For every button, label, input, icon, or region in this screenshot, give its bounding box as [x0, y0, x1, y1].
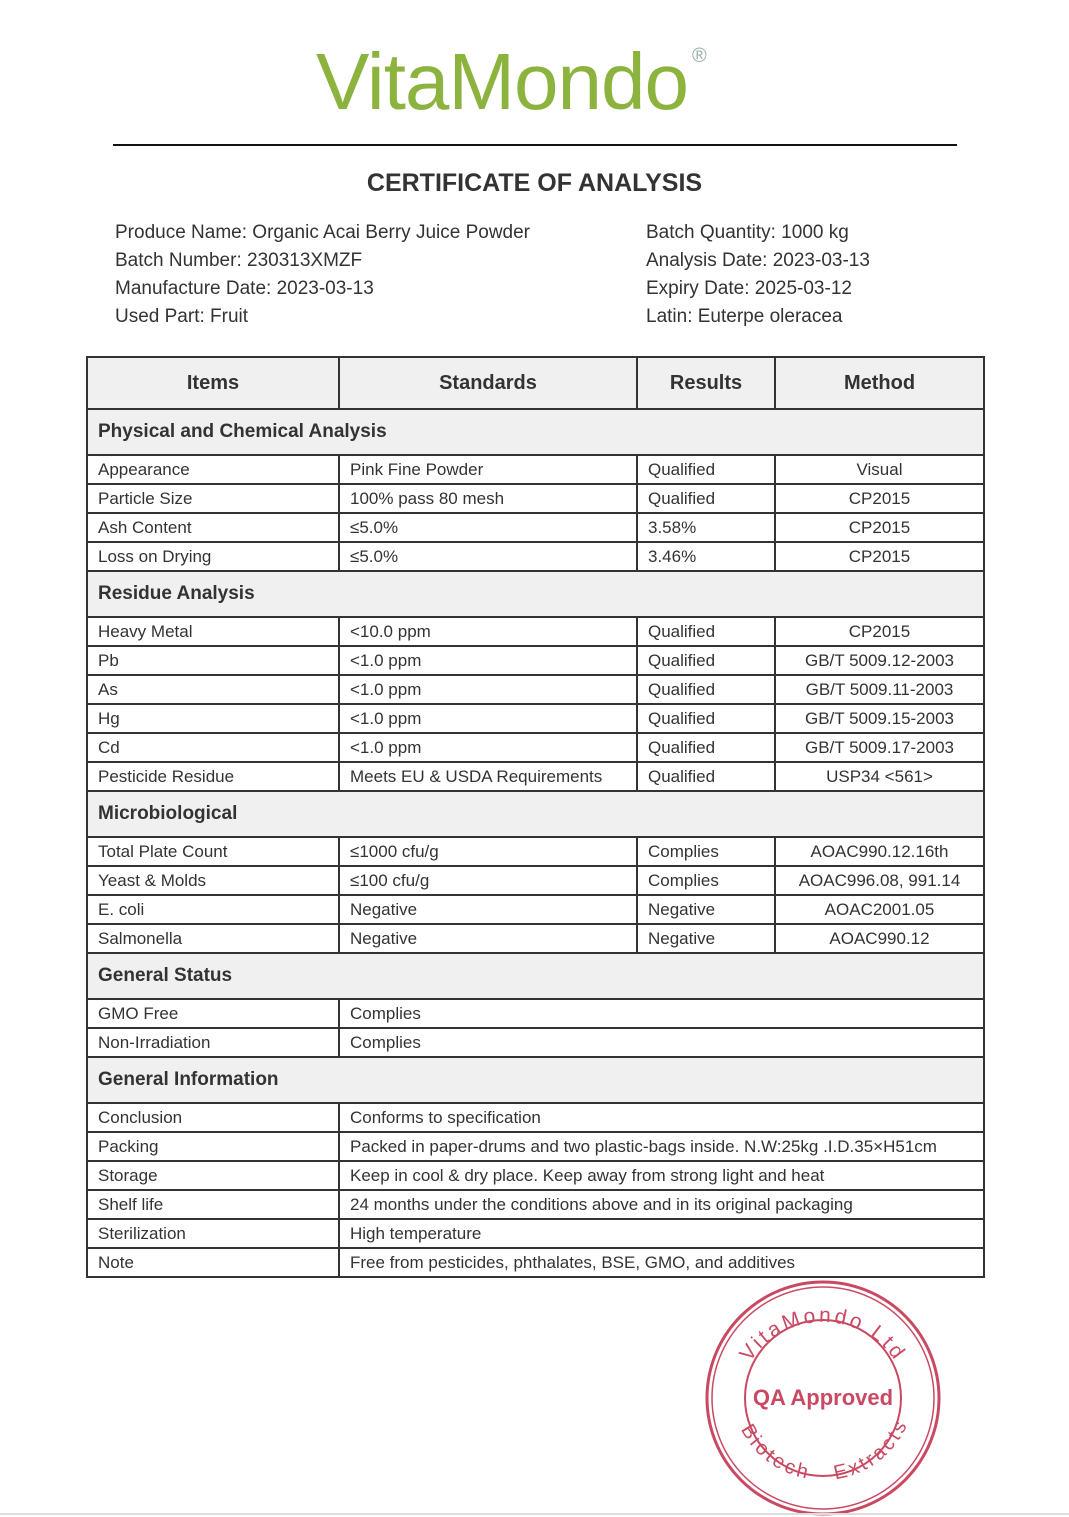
cell-method: CP2015 [775, 542, 984, 571]
cell-result: Qualified [637, 675, 775, 704]
stamp-center-text: QA Approved [752, 1385, 894, 1410]
cell-item: Salmonella [87, 924, 339, 953]
cell-result: Complies [637, 837, 775, 866]
cell-method: CP2015 [775, 513, 984, 542]
cell-item: Cd [87, 733, 339, 762]
header-items: Items [87, 357, 339, 409]
cell-standard: ≤5.0% [339, 542, 637, 571]
cell-standard: Meets EU & USDA Requirements [339, 762, 637, 791]
cell-item: Sterilization [87, 1219, 339, 1248]
header-method: Method [775, 357, 984, 409]
table-row [87, 1219, 984, 1248]
cell-standard: 24 months under the conditions above and in its original packaging [339, 1190, 984, 1219]
table-header-row [87, 357, 984, 409]
cell-standard: Packed in paper-drums and two plastic-bags inside. N.W:25kg .I.D.35×H51cm [339, 1132, 984, 1161]
manufacture-date: Manufacture Date: 2023-03-13 [115, 278, 374, 299]
section-title: Physical and Chemical Analysis [87, 409, 984, 455]
cell-result: 3.58% [637, 513, 775, 542]
cell-standard: ≤5.0% [339, 513, 637, 542]
table-row [87, 484, 984, 513]
batch-quantity: Batch Quantity: 1000 kg [646, 222, 849, 243]
header-divider [113, 144, 957, 146]
section-title: General Status [87, 953, 984, 999]
batch-number: Batch Number: 230313XMZF [115, 250, 363, 271]
product-name: Produce Name: Organic Acai Berry Juice Powder [115, 222, 531, 243]
page-bottom-edge [0, 1513, 1069, 1515]
section-row [87, 953, 984, 999]
cell-result: Qualified [637, 617, 775, 646]
table-row [87, 1190, 984, 1219]
vitamondo-logo [316, 37, 706, 126]
table-row [87, 542, 984, 571]
header-results: Results [637, 357, 775, 409]
cell-result: 3.46% [637, 542, 775, 571]
cell-standard: ≤100 cfu/g [339, 866, 637, 895]
cell-result: Qualified [637, 455, 775, 484]
table-row [87, 455, 984, 484]
product-info-right [646, 219, 870, 331]
cell-item: Shelf life [87, 1190, 339, 1219]
cell-method: AOAC2001.05 [775, 895, 984, 924]
section-title: Residue Analysis [87, 571, 984, 617]
cell-standard: Pink Fine Powder [339, 455, 637, 484]
cell-item: Storage [87, 1161, 339, 1190]
cell-standard: <1.0 ppm [339, 646, 637, 675]
cell-standard: High temperature [339, 1219, 984, 1248]
cell-standard: 100% pass 80 mesh [339, 484, 637, 513]
cell-method: AOAC990.12 [775, 924, 984, 953]
cell-method: GB/T 5009.15-2003 [775, 704, 984, 733]
cell-item: Ash Content [87, 513, 339, 542]
qa-approved-stamp [703, 1278, 943, 1517]
cell-method: AOAC990.12.16th [775, 837, 984, 866]
stamp-left-text: Biotech [736, 1420, 814, 1485]
cell-method: GB/T 5009.11-2003 [775, 675, 984, 704]
table-row [87, 733, 984, 762]
table-row [87, 762, 984, 791]
cell-standard: Free from pesticides, phthalates, BSE, GMO, and additives [339, 1248, 984, 1277]
table-row [87, 1103, 984, 1132]
table-row [87, 704, 984, 733]
expiry-date: Expiry Date: 2025-03-12 [646, 278, 852, 299]
svg-text:Extracts [832, 1415, 913, 1484]
cell-standard: ≤1000 cfu/g [339, 837, 637, 866]
cell-method: GB/T 5009.12-2003 [775, 646, 984, 675]
cell-item: E. coli [87, 895, 339, 924]
table-row [87, 617, 984, 646]
table-row [87, 837, 984, 866]
cell-item: GMO Free [87, 999, 339, 1028]
header-standards: Standards [339, 357, 637, 409]
table-row [87, 646, 984, 675]
cell-result: Complies [637, 866, 775, 895]
cell-method: USP34 <561> [775, 762, 984, 791]
cell-standard: Conforms to specification [339, 1103, 984, 1132]
table-row [87, 866, 984, 895]
cell-standard: <1.0 ppm [339, 675, 637, 704]
cell-result: Qualified [637, 646, 775, 675]
svg-text:VitaMondo Ltd [735, 1304, 910, 1366]
cell-result: Qualified [637, 733, 775, 762]
cell-item: Packing [87, 1132, 339, 1161]
cell-item: Conclusion [87, 1103, 339, 1132]
cell-standard: Complies [339, 1028, 984, 1057]
cell-result: Negative [637, 895, 775, 924]
cell-standard: Negative [339, 924, 637, 953]
analysis-table [86, 356, 985, 1278]
analysis-date: Analysis Date: 2023-03-13 [646, 250, 870, 271]
table-row [87, 675, 984, 704]
cell-item: Heavy Metal [87, 617, 339, 646]
section-row [87, 409, 984, 455]
cell-standard: Keep in cool & dry place. Keep away from strong light and heat [339, 1161, 984, 1190]
cell-item: Hg [87, 704, 339, 733]
cell-item: As [87, 675, 339, 704]
section-title: Microbiological [87, 791, 984, 837]
table-row [87, 924, 984, 953]
document-title: CERTIFICATE OF ANALYSIS [366, 169, 703, 197]
cell-method: AOAC996.08, 991.14 [775, 866, 984, 895]
cell-item: Pb [87, 646, 339, 675]
cell-method: Visual [775, 455, 984, 484]
table-row [87, 895, 984, 924]
cell-method: CP2015 [775, 484, 984, 513]
section-title: General Information [87, 1057, 984, 1103]
cell-method: CP2015 [775, 617, 984, 646]
cell-item: Note [87, 1248, 339, 1277]
stamp-right-text: Extracts [831, 1415, 913, 1485]
cell-item: Particle Size [87, 484, 339, 513]
registered-mark: ® [692, 45, 706, 67]
cell-standard: <1.0 ppm [339, 733, 637, 762]
table-row [87, 999, 984, 1028]
cell-result: Qualified [637, 704, 775, 733]
cell-standard: Negative [339, 895, 637, 924]
cell-result: Qualified [637, 484, 775, 513]
svg-text:Biotech [736, 1420, 813, 1484]
cell-standard: <1.0 ppm [339, 704, 637, 733]
section-row [87, 1057, 984, 1103]
used-part: Used Part: Fruit [115, 306, 249, 327]
cell-result: Negative [637, 924, 775, 953]
section-row [87, 571, 984, 617]
latin-name: Latin: Euterpe oleracea [646, 306, 843, 327]
stamp-top-text: VitaMondo Ltd [735, 1303, 911, 1366]
table-row [87, 1248, 984, 1277]
cell-item: Loss on Drying [87, 542, 339, 571]
cell-standard: <10.0 ppm [339, 617, 637, 646]
cell-method: GB/T 5009.17-2003 [775, 733, 984, 762]
cell-item: Appearance [87, 455, 339, 484]
table-row [87, 1161, 984, 1190]
cell-result: Qualified [637, 762, 775, 791]
logo-text: VitaMondo [316, 37, 689, 126]
cell-item: Pesticide Residue [87, 762, 339, 791]
table-row [87, 1028, 984, 1057]
section-row [87, 791, 984, 837]
cell-standard: Complies [339, 999, 984, 1028]
table-row [87, 513, 984, 542]
table-row [87, 1132, 984, 1161]
cell-item: Non-Irradiation [87, 1028, 339, 1057]
product-info-left [115, 219, 530, 331]
cell-item: Total Plate Count [87, 837, 339, 866]
cell-item: Yeast & Molds [87, 866, 339, 895]
